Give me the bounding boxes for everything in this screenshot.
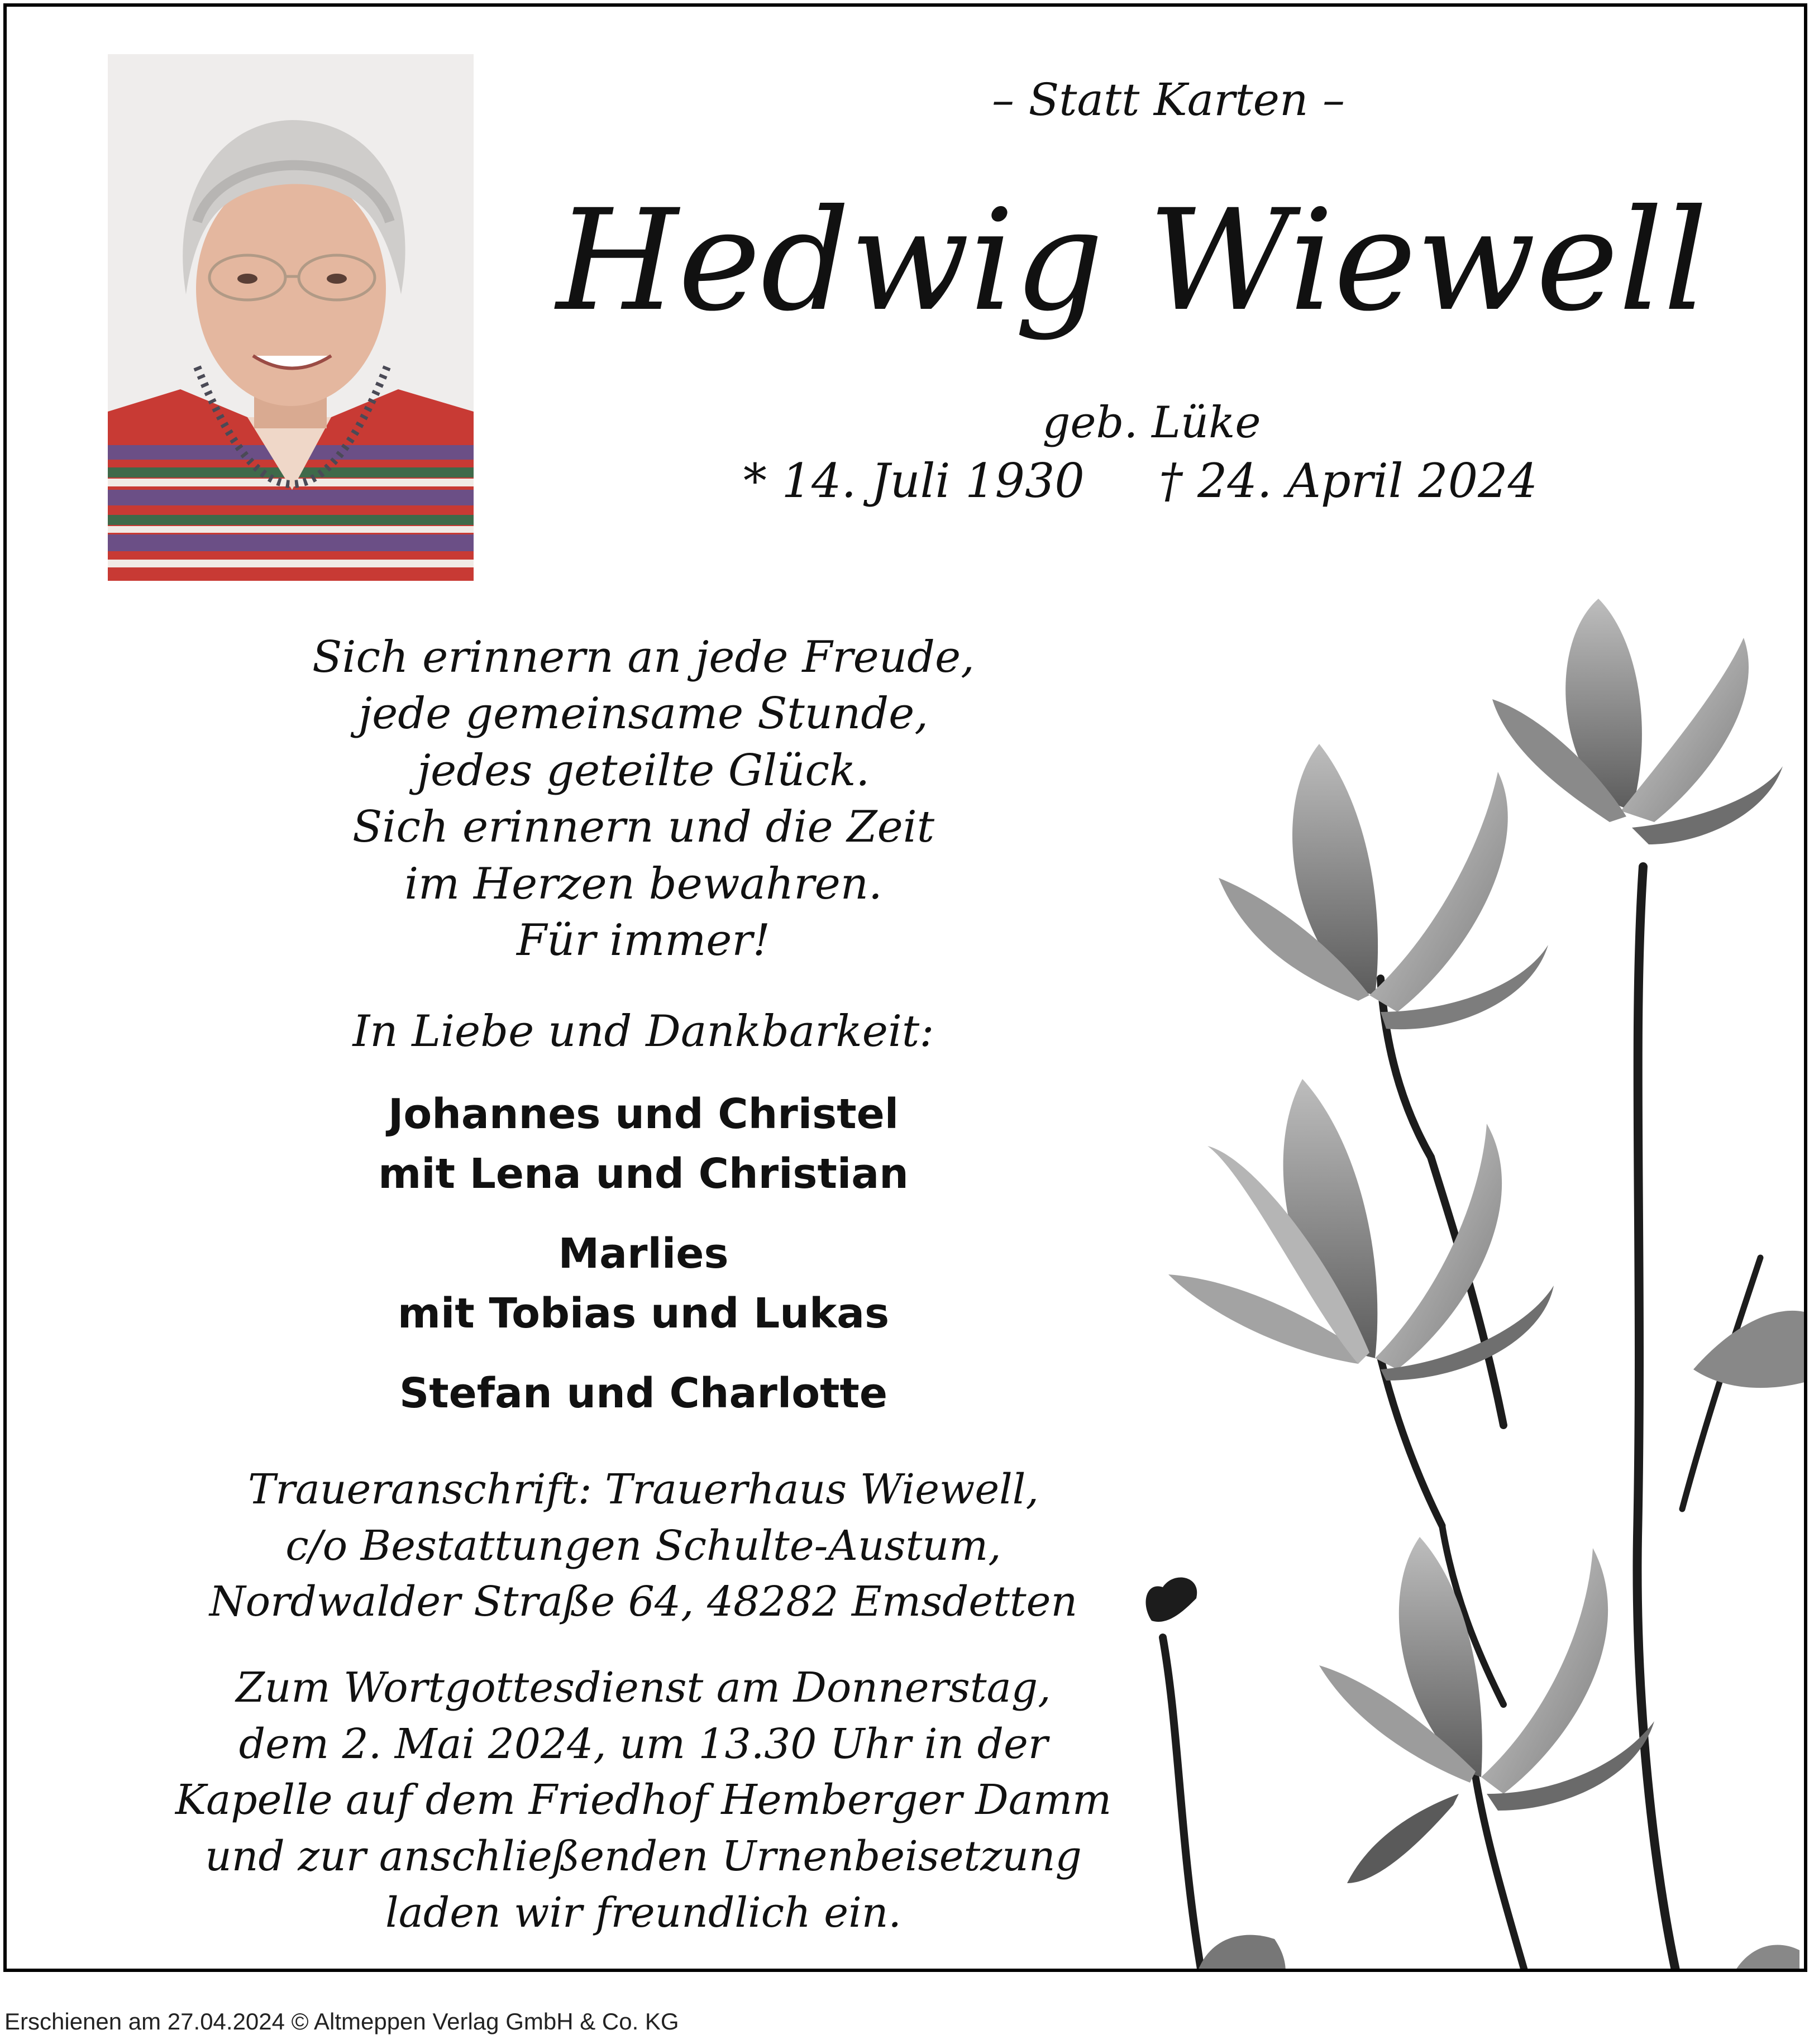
death-date: † 24. April 2024 <box>1159 453 1538 508</box>
poem-line: im Herzen bewahren. <box>404 858 882 909</box>
family-line: Johannes und Christel <box>388 1090 899 1138</box>
mourning-address <box>107 1462 1180 1630</box>
family-group <box>197 1364 1090 1424</box>
poem <box>197 629 1090 969</box>
family-line: mit Lena und Christian <box>378 1150 909 1198</box>
poem-line: Sich erinnern und die Zeit <box>352 802 935 853</box>
address-line: c/o Bestattungen Schulte-Austum, <box>285 1521 1001 1570</box>
magnolia-image <box>1118 588 1807 1972</box>
family-line: Stefan und Charlotte <box>399 1369 888 1417</box>
obituary-frame <box>3 3 1807 1972</box>
service-line: Zum Wortgottesdienst am Donnerstag, <box>236 1664 1051 1712</box>
portrait-photo <box>108 54 474 581</box>
poem-line: Sich erinnern an jede Freude, <box>312 632 975 682</box>
deceased-name: Hedwig Wiewell <box>556 179 1708 342</box>
family-line: Marlies <box>558 1230 729 1278</box>
family-line: mit Tobias und Lukas <box>397 1290 890 1338</box>
magnolia-bloom <box>1492 599 1783 844</box>
service-line: und zur anschließenden Urnenbeisetzung <box>205 1832 1082 1880</box>
gratitude-line: In Liebe und Dankbarkeit: <box>352 1006 934 1057</box>
service-notice <box>96 1660 1191 1941</box>
address-line: Traueranschrift: Trauerhaus Wiewell, <box>248 1465 1039 1513</box>
publication-footer: Erschienen am 27.04.2024 © Altmeppen Verlag GmbH & Co. KG <box>4 2008 679 2035</box>
birth-name: geb. Lüke <box>1042 398 1261 448</box>
poem-line: Für immer! <box>516 915 771 966</box>
life-dates <box>694 453 1587 508</box>
poem-line: jedes geteilte Glück. <box>417 745 870 796</box>
family-group <box>197 1085 1090 1205</box>
poem-line: jede gemeinsame Stunde, <box>358 689 929 739</box>
service-line: Kapelle auf dem Friedhof Hemberger Damm <box>175 1776 1112 1825</box>
service-line: dem 2. Mai 2024, um 13.30 Uhr in der <box>238 1720 1048 1768</box>
family-group <box>197 1224 1090 1344</box>
address-line: Nordwalder Straße 64, 48282 Emsdetten <box>209 1578 1078 1626</box>
birth-date: * 14. Juli 1930 <box>743 453 1085 508</box>
service-line: laden wir freundlich ein. <box>385 1888 901 1937</box>
statt-karten: – Statt Karten – <box>992 74 1345 126</box>
